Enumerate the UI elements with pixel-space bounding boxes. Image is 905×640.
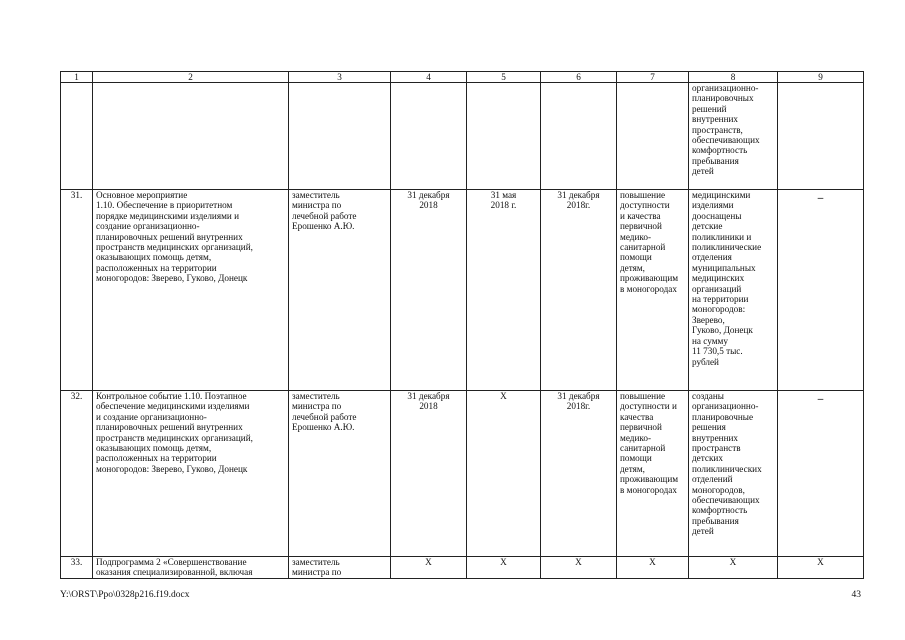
result-cell: медицинскими изделиями дооснащены детские поликлиники и поликлинические отделения муниципальных медицинских организаций на территории моногородов: Зверево, Гуково, Донецк на сумму 11 730,5 тыс. рублей (689, 190, 778, 391)
continuation-row (61, 83, 864, 190)
column-7-cell: Х (617, 557, 689, 579)
column-number: 8 (689, 72, 778, 83)
empty-cell (61, 83, 93, 190)
column-number: 6 (541, 72, 617, 83)
row-number: 32. (61, 391, 93, 557)
empty-cell (93, 83, 289, 190)
column-number: 9 (778, 72, 864, 83)
empty-cell (617, 83, 689, 190)
result-cell: организационно- планировочных решений внутренних пространств, обеспечивающих комфортность пребывания детей (689, 83, 778, 190)
result-cell: созданы организационно- планировочные решения внутренних пространств детских поликлинических отделений моногородов, обеспечивающих комфортность пребывания детей (689, 391, 778, 557)
column-6-cell: 31 декабря 2018г. (541, 190, 617, 391)
column-4-cell: Х (391, 557, 467, 579)
measure-title: Контрольное событие 1.10. Поэтапное обеспечение медицинскими изделиями и создание организационно- планировочных решений внутренних пространств медицинских организаций, оказывающих помощь детям, расположенных на территории моногородов: Зверево, Гуково, Донецк (93, 391, 289, 557)
responsible-person: заместитель министра по лечебной работе Ерошенко А.Ю. (289, 391, 391, 557)
empty-cell (541, 83, 617, 190)
column-number: 3 (289, 72, 391, 83)
measure-title: Подпрограмма 2 «Совершенствование оказания специализированной, включая (93, 557, 289, 579)
column-5-cell: 31 мая 2018 г. (467, 190, 541, 391)
table-row (61, 190, 864, 391)
column-4-cell: 31 декабря 2018 (391, 190, 467, 391)
page-number: 43 (851, 590, 861, 600)
column-8-cell: Х (689, 557, 778, 579)
column-number: 5 (467, 72, 541, 83)
measure-title: Основное мероприятие 1.10. Обеспечение в приоритетном порядке медицинскими изделиями и создание организационно- планировочных решений внутренних пространств медицинских организаций, оказывающих помощь детям, расположенных на территории моногородов: Зверево, Гуково, Донецк (93, 190, 289, 391)
column-9-cell: Х (778, 557, 864, 579)
column-6-cell: Х (541, 557, 617, 579)
expected-effect: повышение доступности и качества первичной медико- санитарной помощи детям, проживающим в моногородах (617, 391, 689, 557)
column-number: 1 (61, 72, 93, 83)
empty-cell (391, 83, 467, 190)
column-number: 2 (93, 72, 289, 83)
table-row (61, 391, 864, 557)
row-number: 31. (61, 190, 93, 391)
column-number: 7 (617, 72, 689, 83)
column-5-cell: Х (467, 391, 541, 557)
empty-cell (467, 83, 541, 190)
responsible-person: заместитель министра по лечебной работе Ерошенко А.Ю. (289, 190, 391, 391)
empty-cell (778, 83, 864, 190)
column-4-cell: 31 декабря 2018 (391, 391, 467, 557)
column-number-row (61, 72, 864, 83)
table-row (61, 557, 864, 579)
column-6-cell: 31 декабря 2018г. (541, 391, 617, 557)
measures-table (60, 71, 864, 579)
column-5-cell: Х (467, 557, 541, 579)
empty-cell (289, 83, 391, 190)
responsible-person: заместитель министра по (289, 557, 391, 579)
column-9-cell: – (778, 190, 864, 391)
expected-effect: повышение доступности и качества первичной медико- санитарной помощи детям, проживающим в моногородах (617, 190, 689, 391)
column-number: 4 (391, 72, 467, 83)
file-path: Y:\ORST\Ppo\0328p216.f19.docx (60, 590, 190, 600)
row-number: 33. (61, 557, 93, 579)
column-9-cell: – (778, 391, 864, 557)
